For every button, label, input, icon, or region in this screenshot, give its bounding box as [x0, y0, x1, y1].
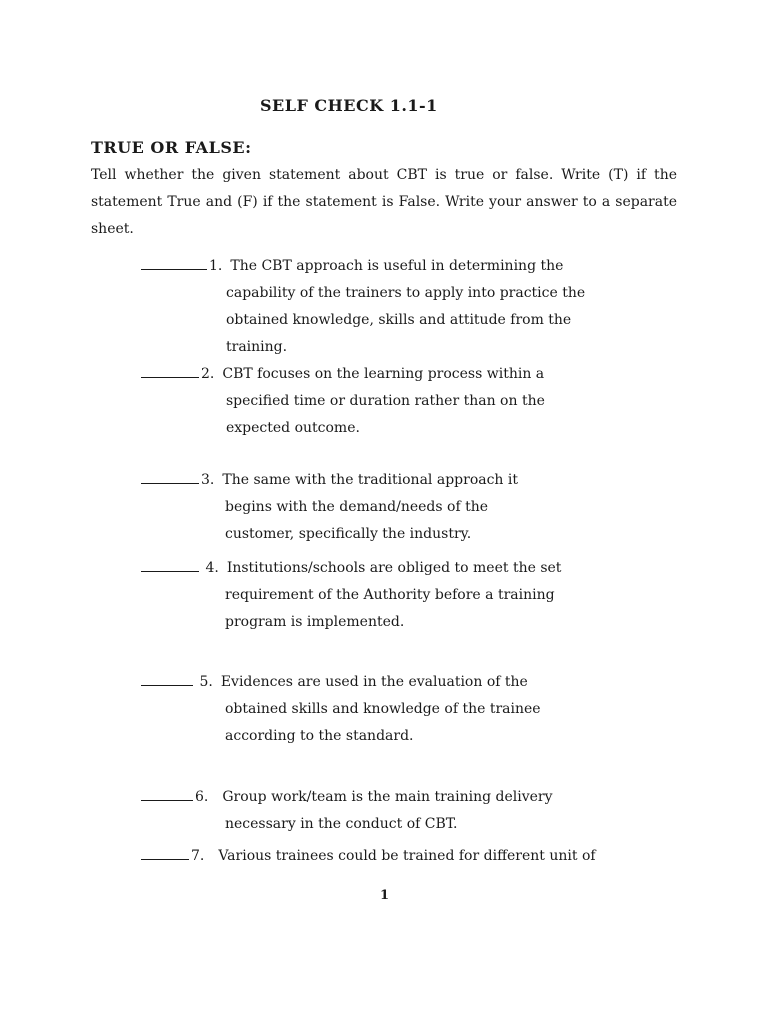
question-text-line: Evidences are used in the evaluation of the [220, 674, 528, 690]
question-item-3 [141, 467, 518, 548]
question-number: 2. [201, 366, 215, 382]
question-text-line: The same with the traditional approach it [222, 472, 518, 488]
answer-blank [141, 253, 207, 270]
question-text-line: The CBT approach is useful in determining the [230, 258, 564, 274]
page-number: 1 [380, 888, 390, 903]
section-heading: TRUE OR FALSE: [91, 138, 252, 157]
question-item-1 [141, 253, 585, 361]
question-number: 5. [199, 674, 213, 690]
question-text-line: specified time or duration rather than on the [226, 393, 545, 409]
question-text-line: program is implemented. [225, 614, 405, 630]
answer-blank [141, 843, 189, 860]
question-text-line: customer, specifically the industry. [225, 526, 472, 542]
answer-blank [141, 555, 199, 572]
question-item-4 [141, 555, 561, 636]
question-item-5 [141, 669, 541, 750]
question-text-line: Various trainees could be trained for different unit of [218, 848, 596, 864]
question-number: 1. [209, 258, 223, 274]
question-text-line: begins with the demand/needs of the [225, 499, 489, 515]
page-title: SELF CHECK 1.1-1 [260, 96, 438, 115]
question-number: 4. [205, 560, 219, 576]
question-text-line: Institutions/schools are obliged to meet the set [226, 560, 562, 576]
question-item-2 [141, 361, 545, 442]
instructions-paragraph: Tell whether the given statement about CBT is true or false. Write (T) if the statement True and (F) if the statement is False. Write your answer to a separate sheet. [91, 167, 677, 237]
question-text-line: according to the standard. [225, 728, 414, 744]
answer-blank [141, 784, 193, 801]
question-item-7 [141, 843, 596, 870]
question-number: 3. [201, 472, 215, 488]
question-text-line: CBT focuses on the learning process within a [222, 366, 545, 382]
question-text-line: training. [226, 339, 288, 355]
question-text-line: necessary in the conduct of CBT. [225, 816, 458, 832]
question-number: 7. [191, 848, 205, 864]
question-text-line: obtained knowledge, skills and attitude from the [226, 312, 572, 328]
question-text-line: obtained skills and knowledge of the trainee [225, 701, 541, 717]
question-text-line: capability of the trainers to apply into practice the [226, 285, 586, 301]
answer-blank [141, 361, 199, 378]
answer-blank [141, 669, 193, 686]
question-text-line: Group work/team is the main training delivery [222, 789, 553, 805]
question-number: 6. [195, 789, 209, 805]
question-item-6 [141, 784, 553, 838]
answer-blank [141, 467, 199, 484]
question-text-line: requirement of the Authority before a training [225, 587, 555, 603]
question-text-line: expected outcome. [226, 420, 360, 436]
